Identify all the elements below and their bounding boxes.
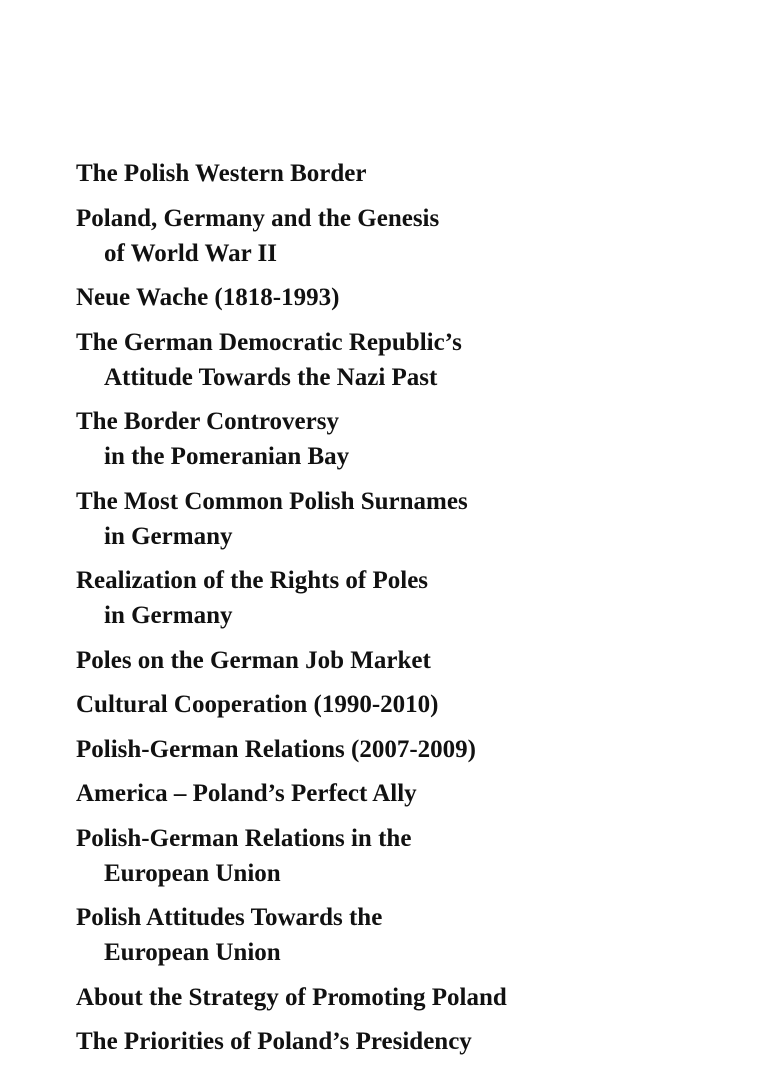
list-item [76,980,756,1015]
entry-title: Neue Wache (1818-1993) [76,284,340,311]
entry-title: Polish-German Relations (2007-2009) [76,735,476,763]
list-item [76,563,756,633]
entry-title: The Most Common Polish Surnames [76,487,468,515]
list-item [76,776,756,811]
entry-title: The Border Controversy [76,408,339,435]
list-item [76,325,756,395]
list-item [76,1024,756,1059]
list-item [76,687,756,722]
list-item [76,404,756,474]
entry-title: Polish-German Relations in the [76,824,412,852]
list-item [76,821,756,891]
entry-title: The Priorities of Poland’s Presidency [76,1028,472,1055]
list-item [76,201,756,271]
list-item [76,156,756,191]
list-item [76,280,756,315]
entry-title-continuation: European Union [104,859,281,887]
entry-title: Cultural Cooperation (1990-2010) [76,691,439,718]
list-item [76,484,756,554]
list-item [76,900,756,970]
entry-title: Poland, Germany and the Genesis [76,204,440,232]
entry-title: Poles on the German Job Market [76,646,431,674]
entry-title-continuation: of World War II [104,239,277,267]
list-item [76,732,756,767]
entry-title-continuation: Attitude Towards the Nazi Past [104,363,438,391]
entry-title: About the Strategy of Promoting Poland [76,983,507,1011]
list-item [76,643,756,678]
entry-title: The Polish Western Border [76,160,367,187]
title-list [76,156,756,1069]
entry-title: America – Poland’s Perfect Ally [76,780,417,807]
entry-title: The German Democratic Republic’s [76,328,462,356]
entry-title-continuation: in Germany [104,522,233,550]
entry-title-continuation: in the Pomeranian Bay [104,443,350,470]
entry-title-continuation: in Germany [104,602,233,629]
entry-title-continuation: European Union [104,939,281,966]
entry-title: Realization of the Rights of Poles [76,567,429,594]
entry-title: Polish Attitudes Towards the [76,904,383,931]
